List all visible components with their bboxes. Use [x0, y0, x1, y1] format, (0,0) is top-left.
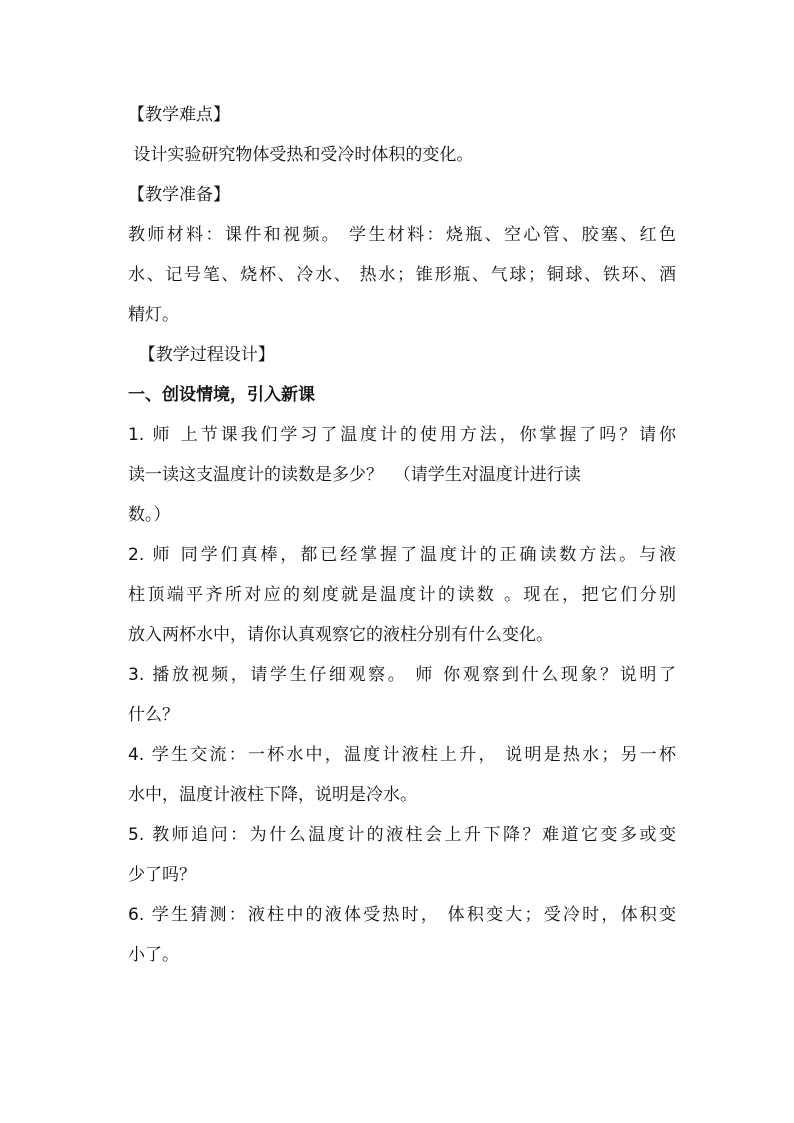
list-item-line: 5. 教师追问：为什么温度计的液柱会上升下降？难道它变多或变: [128, 825, 676, 845]
list-item-line: 什么？: [128, 705, 179, 725]
list-item-line: 4. 学生交流：一杯水中，温度计液柱上升， 说明是热水；另一杯: [128, 745, 676, 765]
section-text: 设计实验研究物体受热和受冷时体积的变化。: [128, 145, 474, 165]
section-heading-teaching-process: 【教学过程设计】: [128, 345, 275, 365]
document-content: [128, 95, 676, 975]
section-text: 教师材料：课件和视频。 学生材料：烧瓶、空心管、胶塞、红色: [128, 225, 676, 245]
list-item-line: 柱顶端平齐所对应的刻度就是温度计的读数 。现在，把它们分别: [128, 585, 676, 605]
list-item-line: 放入两杯水中，请你认真观察它的液柱分别有什么变化。: [128, 625, 553, 645]
list-item-line: 水中，温度计液柱下降，说明是冷水。: [128, 785, 417, 805]
list-item-line: 6. 学生猜测：液柱中的液体受热时， 体积变大；受冷时，体积变: [128, 905, 676, 925]
list-item-line: 3. 播放视频，请学生仔细观察。 师 你观察到什么现象？说明了: [128, 665, 676, 685]
section-heading-teaching-preparation: 【教学准备】: [128, 185, 230, 205]
list-item-line: 2. 师 同学们真棒，都已经掌握了温度计的正确读数方法。与液: [128, 545, 676, 565]
list-item-line: 少了吗？: [128, 865, 196, 885]
list-item-line: 数。）: [128, 505, 171, 525]
section-heading-teaching-difficulty: 【教学难点】: [128, 105, 230, 125]
section-text: 精灯。: [128, 305, 179, 325]
list-item-line: 小了。: [128, 945, 179, 965]
list-item-line: 读一读这支温度计的读数是多少？ （请学生对温度计进行读: [128, 465, 581, 485]
list-item-line: 1. 师 上节课我们学习了温度计的使用方法，你掌握了吗？请你: [128, 425, 676, 445]
section-text: 水、记号笔、烧杯、冷水、 热水；锥形瓶、气球；铜球、铁环、酒: [128, 265, 676, 285]
subheading-create-scenario: 一、创设情境，引入新课: [128, 385, 315, 405]
